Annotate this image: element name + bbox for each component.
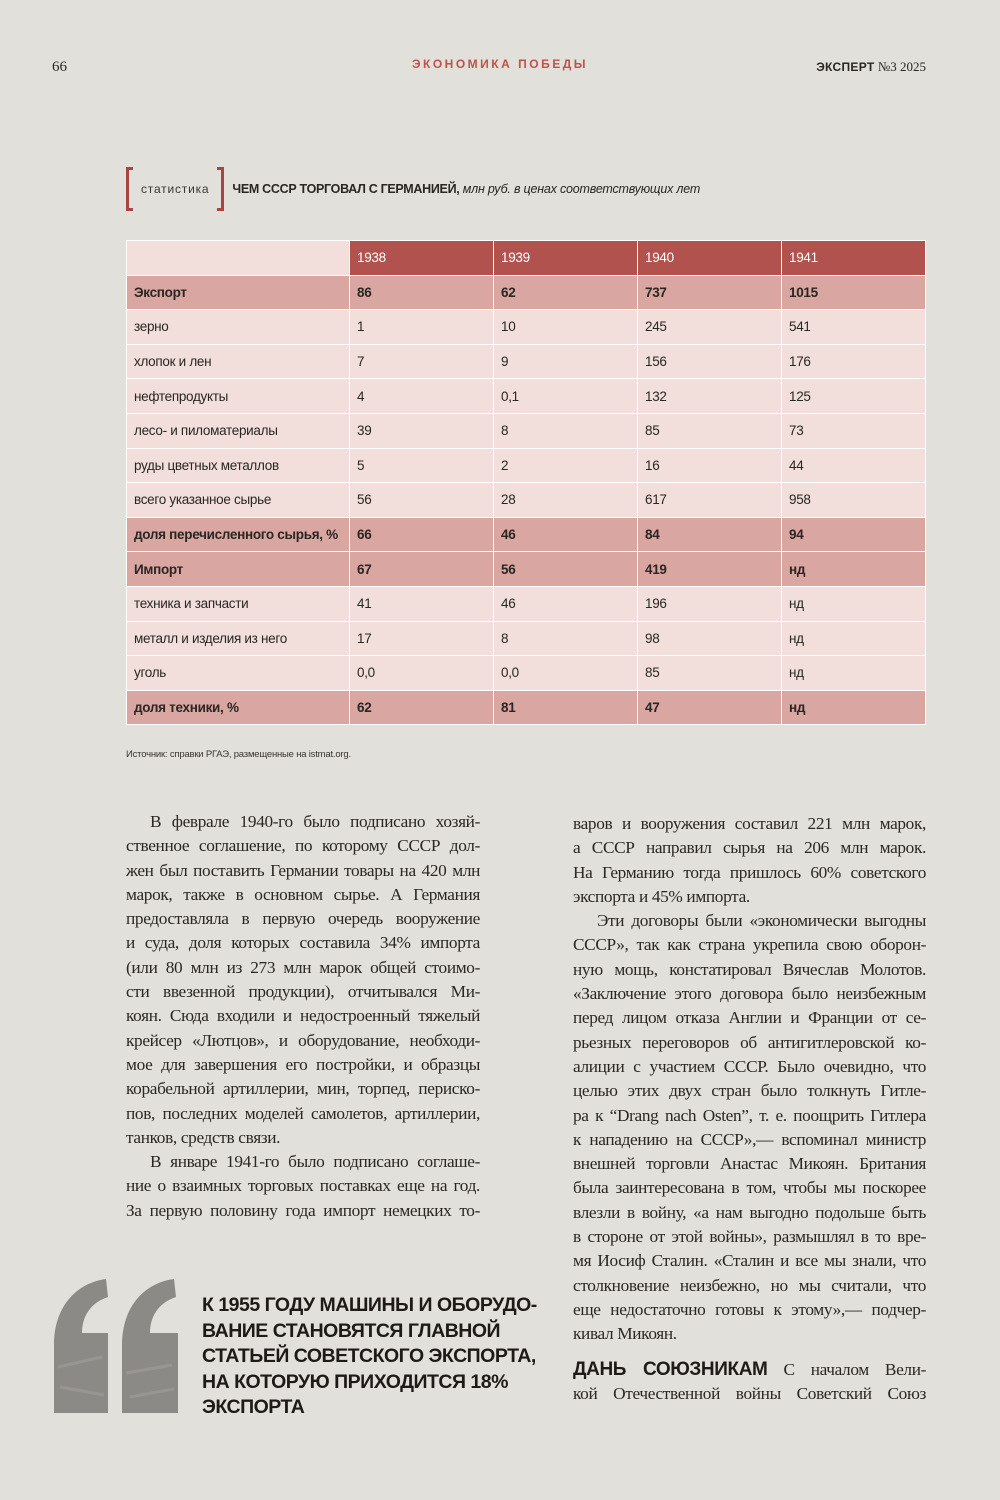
table-row xyxy=(127,690,926,725)
table-cell: 47 xyxy=(638,690,782,725)
article-column-left xyxy=(126,810,480,1223)
table-cell: 0,1 xyxy=(494,379,638,414)
table-cell: 16 xyxy=(638,448,782,483)
row-label: металл и изделия из него xyxy=(127,621,350,656)
row-label: нефтепродукты xyxy=(127,379,350,414)
table-cell: 67 xyxy=(350,552,494,587)
article-line: пов, последних моделей самолетов, артиллерии, xyxy=(126,1103,480,1123)
table-cell: 125 xyxy=(782,379,926,414)
page-number: 66 xyxy=(52,59,67,75)
row-label: всего указанное сырье xyxy=(127,483,350,518)
article-line: СССР», так как страна укрепила свою оборон- xyxy=(573,935,926,955)
article-line: кой Отечественной войны Советский Союз xyxy=(573,1383,926,1403)
table-row xyxy=(127,586,926,621)
article-line: варов и вооружения составил 221 млн марок, xyxy=(573,814,926,833)
table-row xyxy=(127,310,926,345)
pull-quote-line: СТАТЬЕЙ СОВЕТСКОГО ЭКСПОРТА, xyxy=(202,1345,536,1367)
table-cell: 8 xyxy=(494,621,638,656)
article-line: В январе 1941-го было подписано соглаше- xyxy=(150,1152,480,1172)
table-row xyxy=(127,656,926,691)
paragraph-gap xyxy=(573,1347,926,1358)
table-cell: 62 xyxy=(350,690,494,725)
table-cell: 39 xyxy=(350,413,494,448)
row-label: уголь xyxy=(127,656,350,691)
table-cell: 245 xyxy=(638,310,782,345)
article-line: В феврале 1940-го было подписано хозяй- xyxy=(150,812,480,831)
article-line: и суда, доля которых составила 34% импорта xyxy=(126,933,480,953)
article-line: рьезных переговоров об антигитлеровской ко- xyxy=(573,1032,926,1052)
pull-quote-line: ЭКСПОРТА xyxy=(202,1396,305,1418)
article-line: крейсер «Лютцов», и оборудование, необходи- xyxy=(126,1030,480,1050)
table-cell: 958 xyxy=(782,483,926,518)
table-cell: нд xyxy=(782,656,926,691)
article-line: целью этих двух стран было толкнуть Гитле- xyxy=(573,1081,926,1101)
article-line: алиции с участием СССР. Было очевидно, что xyxy=(573,1056,926,1076)
table-row xyxy=(127,413,926,448)
table-cell: 7 xyxy=(350,344,494,379)
table-cell: 617 xyxy=(638,483,782,518)
table-cell: 94 xyxy=(782,517,926,552)
article-line: ра к “Drang nach Osten”, т. е. поощрить Гитлера xyxy=(573,1105,926,1125)
article-line: к нападению на СССР»,— вспоминал министр xyxy=(573,1129,926,1149)
table-cell: 419 xyxy=(638,552,782,587)
table-cell: 44 xyxy=(782,448,926,483)
article-line: сти ввезенной продукции), отчитывался Ми- xyxy=(126,982,480,1002)
table-row xyxy=(127,275,926,310)
article-line: коян. Сюда входили и недостроенный тяжелый xyxy=(126,1006,480,1026)
article-line: ние о взаимных торговых поставках еще на год. xyxy=(126,1176,480,1196)
pull-quote-line: К 1955 ГОДУ МАШИНЫ И ОБОРУДО- xyxy=(202,1294,537,1316)
article-line: За первую половину года импорт немецких то- xyxy=(126,1200,480,1220)
table-cell: 56 xyxy=(494,552,638,587)
row-label: доля перечисленного сырья, % xyxy=(127,517,350,552)
row-label: Импорт xyxy=(127,552,350,587)
article-line: экспорта и 45% импорта. xyxy=(573,886,750,906)
pull-quote-line: ВАНИЕ СТАНОВЯТСЯ ГЛАВНОЙ xyxy=(202,1319,501,1342)
article-line: мое для завершения его постройки, и образцы xyxy=(126,1054,480,1074)
table-cell: 46 xyxy=(494,586,638,621)
table-cell: 62 xyxy=(494,275,638,310)
table-cell: 737 xyxy=(638,275,782,310)
subhead-text: С началом Вели- xyxy=(767,1359,926,1379)
article-line: перед лицом отказа Англии и Франции от се- xyxy=(573,1008,926,1028)
table-cell: 86 xyxy=(350,275,494,310)
table-row xyxy=(127,379,926,414)
table-cell: 8 xyxy=(494,413,638,448)
left-bracket-icon xyxy=(126,167,133,211)
pull-quote-line: НА КОТОРУЮ ПРИХОДИТСЯ 18% xyxy=(202,1370,508,1393)
table-cell: 5 xyxy=(350,448,494,483)
trade-table xyxy=(126,240,926,725)
subhead-line xyxy=(573,1358,926,1382)
table-header-cell: 1940 xyxy=(638,241,782,276)
row-label: техника и запчасти xyxy=(127,586,350,621)
row-label: хлопок и лен xyxy=(127,344,350,379)
table-cell: 85 xyxy=(638,413,782,448)
table-cell: 156 xyxy=(638,344,782,379)
table-cell: 10 xyxy=(494,310,638,345)
table-cell: 84 xyxy=(638,517,782,552)
table-title xyxy=(232,182,700,196)
table-cell: 132 xyxy=(638,379,782,414)
trade-table-body xyxy=(127,241,926,725)
table-cell: нд xyxy=(782,586,926,621)
article-line: а СССР направил сырья на 206 млн марок. xyxy=(573,838,926,858)
table-header-row xyxy=(127,241,926,276)
table-header-cell: 1938 xyxy=(350,241,494,276)
article-line: ственное соглашение, по которому СССР дол- xyxy=(126,836,480,856)
table-header-blank xyxy=(127,241,350,276)
table-cell: 66 xyxy=(350,517,494,552)
table-cell: 196 xyxy=(638,586,782,621)
article-line: предоставляла в первую очередь вооружение xyxy=(126,909,480,929)
article-line: Эти договоры были «экономически выгодны xyxy=(597,911,926,931)
article-line: (или 80 млн из 273 млн марок общей стоимо- xyxy=(126,957,480,977)
row-label: руды цветных металлов xyxy=(127,448,350,483)
table-header-cell: 1939 xyxy=(494,241,638,276)
table-source: Источник: справки РГАЭ, размещенные на istmat.org. xyxy=(126,749,351,760)
table-row xyxy=(127,552,926,587)
table-title-main: ЧЕМ СССР ТОРГОВАЛ С ГЕРМАНИЕЙ, xyxy=(232,182,460,196)
table-cell: 0,0 xyxy=(494,656,638,691)
article-line: корабельной артиллерии, мин, торпед, периско- xyxy=(126,1079,480,1099)
table-cell: 73 xyxy=(782,413,926,448)
magazine-name: ЭКСПЕРТ xyxy=(816,60,875,74)
table-cell: нд xyxy=(782,552,926,587)
table-cell: нд xyxy=(782,690,926,725)
table-cell: нд xyxy=(782,621,926,656)
table-header-cell: 1941 xyxy=(782,241,926,276)
table-cell: 98 xyxy=(638,621,782,656)
pull-quote xyxy=(202,1293,562,1421)
issue-info xyxy=(816,59,926,75)
article-column-right xyxy=(573,812,926,1406)
article-line: еще недостаточно готовы к этому»,— подчер- xyxy=(573,1299,926,1319)
statistics-tag: статистика xyxy=(141,182,210,196)
table-cell: 541 xyxy=(782,310,926,345)
row-label: лесо- и пиломатериалы xyxy=(127,413,350,448)
row-label: зерно xyxy=(127,310,350,345)
article-line: кивал Микоян. xyxy=(573,1324,677,1344)
table-cell: 41 xyxy=(350,586,494,621)
table-row xyxy=(127,483,926,518)
article-line: влезли в войну, «а нам выгодно подольше быть xyxy=(573,1202,926,1222)
article-line: марок, также в основном сырье. А Германия xyxy=(126,884,480,904)
table-cell: 56 xyxy=(350,483,494,518)
article-line: в стороне от этой войны», размышлял в то вре- xyxy=(573,1227,926,1247)
article-line: жен был поставить Германии товары на 420 млн xyxy=(126,860,480,880)
table-title-units: млн руб. в ценах соответствующих лет xyxy=(459,182,701,196)
right-bracket-icon xyxy=(217,167,224,211)
table-cell: 28 xyxy=(494,483,638,518)
article-line: была заинтересована в том, чтобы мы поскорее xyxy=(573,1178,926,1198)
table-row xyxy=(127,344,926,379)
article-line: На Германию тогда пришлось 60% советского xyxy=(573,862,926,882)
table-row xyxy=(127,448,926,483)
table-cell: 9 xyxy=(494,344,638,379)
table-cell: 2 xyxy=(494,448,638,483)
article-line: танков, средств связи. xyxy=(126,1127,281,1147)
table-cell: 176 xyxy=(782,344,926,379)
row-label: Экспорт xyxy=(127,275,350,310)
article-line: ную мощь, констатировал Вячеслав Молотов. xyxy=(573,959,926,979)
article-line: внешней торговли Анастас Микоян. Британия xyxy=(573,1154,926,1174)
row-label: доля техники, % xyxy=(127,690,350,725)
table-row xyxy=(127,517,926,552)
table-cell: 85 xyxy=(638,656,782,691)
table-cell: 0,0 xyxy=(350,656,494,691)
quote-mark-icon xyxy=(52,1277,180,1415)
article-line: мя Иосиф Сталин. «Сталин и все мы знали, что xyxy=(573,1251,926,1271)
table-cell: 1 xyxy=(350,310,494,345)
table-cell: 81 xyxy=(494,690,638,725)
table-cell: 46 xyxy=(494,517,638,552)
table-cell: 1015 xyxy=(782,275,926,310)
table-cell: 17 xyxy=(350,621,494,656)
table-row xyxy=(127,621,926,656)
subhead: ДАНЬ СОЮЗНИКАМ xyxy=(573,1358,768,1380)
statistics-header xyxy=(126,167,700,211)
table-cell: 4 xyxy=(350,379,494,414)
issue-number: №3 2025 xyxy=(877,59,926,74)
article-line: «Заключение этого договора было неизбежным xyxy=(573,984,926,1004)
article-line: столкновение неизбежно, но мы считали, что xyxy=(573,1275,926,1295)
section-title: ЭКОНОМИКА ПОБЕДЫ xyxy=(411,57,589,71)
